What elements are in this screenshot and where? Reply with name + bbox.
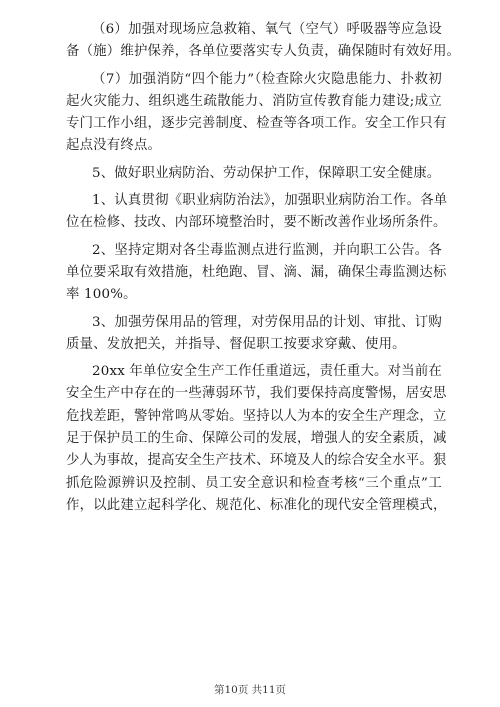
text-line: 专门工作小组，逐步完善制度、检查等各项工作。安全工作只有 [66,116,447,132]
text-line: 3、加强劳保用品的管理，对劳保用品的计划、审批、订购 [92,314,442,330]
text-line: 抓危险源辨识及控制、员工安全意识和检查考核“三个重点”工 [66,475,442,491]
text-line: 5、做好职业病防治、劳动保护工作，保障职工安全健康。 [92,165,441,181]
paragraph-conclusion [66,362,447,515]
paragraph-protective-equipment [66,313,442,354]
text-line: 起火灾能力、组织逃生疏散能力、消防宣传教育能力建设;成立 [66,93,442,109]
text-line: 危找差距，警钟常鸣从零始。坚持以人为本的安全生产理念，立 [66,408,447,424]
paragraph-dust-monitoring [66,241,447,305]
text-line: 20xx 年单位安全生产工作任重道远，责任重大。对当前在 [92,364,442,380]
text-line: 少人为事故，提高安全生产技术、环境及人的综合安全水平。狠 [66,453,447,469]
page-footer: 第10页 共11页 [213,684,287,696]
text-line: 安全生产中存在的一些薄弱环节，我们要保持高度警惕，居安思 [66,386,447,402]
paragraph-emergency-equipment [66,20,461,61]
paragraph-occupational-health-heading [66,164,442,183]
document-body [66,20,461,518]
paragraph-fire-safety [66,70,447,156]
text-line: 2、坚持定期对各尘毒监测点进行监测，并向职工公告。各 [92,242,442,258]
paragraph-disease-prevention-law [66,191,448,232]
text-line: （7）加强消防“四个能力”（检查除火灾隐患能力、扑救初 [92,71,442,87]
text-line: 作，以此建立起科学化、规范化、标准化的现代安全管理模式， [66,497,447,513]
text-line: 1、认真贯彻《职业病防治法》，加强职业病防治工作。各单 [92,193,448,209]
text-line: 起点没有终点。 [66,138,162,154]
text-line: （6）加强对现场应急救箱、氧气（空气）呼吸器等应急设 [92,22,442,37]
text-line: 质量、发放把关，并指导、督促职工按要求穿戴、使用。 [66,336,406,352]
text-line: 备（施）维护保养，各单位要落实专人负责，确保随时有效好用。 [66,44,461,60]
text-line: 率 100%。 [66,287,137,303]
text-line: 单位要采取有效措施，杜绝跑、冒、滴、漏，确保尘毒监测达标 [66,264,447,280]
text-line: 足于保护员工的生命、保障公司的发展，增强人的安全素质，减 [66,431,447,447]
text-line: 位在检修、技改、内部环境整治时，要不断改善作业场所条件。 [66,215,447,231]
